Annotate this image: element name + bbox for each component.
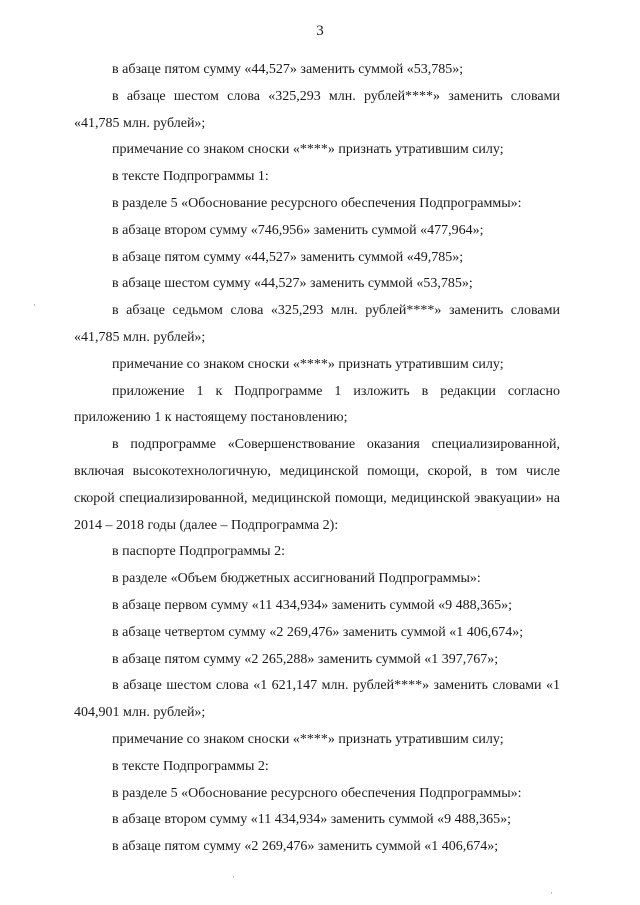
paragraph: в абзаце пятом сумму «44,527» заменить суммой «53,785»; bbox=[112, 62, 464, 77]
paragraph: в тексте Подпрограммы 1: bbox=[112, 169, 269, 185]
paragraph: приложение 1 к Подпрограмме 1 изложить в редакции согласно приложению 1 к настоящему постановлению; bbox=[74, 383, 560, 426]
scan-dot: · bbox=[550, 888, 553, 898]
paragraph: в разделе 5 «Обоснование ресурсного обеспечения Подпрограммы»: bbox=[112, 785, 522, 801]
paragraph: в абзаце шестом сумму «44,527» заменить суммой «53,785»; bbox=[112, 276, 473, 292]
paragraph: в разделе 5 «Обоснование ресурсного обеспечения Подпрограммы»: bbox=[112, 195, 522, 211]
paragraph: в абзаце втором сумму «11 434,934» заменить суммой «9 488,365»; bbox=[112, 812, 511, 828]
paragraph: в абзаце втором сумму «746,956» заменить суммой «477,964»; bbox=[112, 222, 484, 238]
paragraph: в абзаце шестом слова «325,293 млн. рублей****» заменить словами «41,785 млн. рублей»; bbox=[74, 88, 560, 131]
paragraph: в абзаце шестом слова «1 621,147 млн. рублей****» заменить словами «1 404,901 млн. рублей»; bbox=[74, 678, 560, 721]
paragraph: в абзаце четвертом сумму «2 269,476» заменить суммой «1 406,674»; bbox=[112, 624, 524, 640]
paragraph: в абзаце пятом сумму «2 269,476» заменить суммой «1 406,674»; bbox=[112, 839, 499, 855]
paragraph: в абзаце пятом сумму «44,527» заменить суммой «49,785»; bbox=[112, 249, 464, 265]
paragraph: в разделе «Объем бюджетных ассигнований Подпрограммы»: bbox=[112, 571, 481, 587]
scan-dot: · bbox=[232, 872, 235, 882]
paragraph: примечание со знаком сноски «****» признать утратившим силу; bbox=[112, 731, 504, 747]
paragraph: в абзаце седьмом слова «325,293 млн. рублей****» заменить словами «41,785 млн. рублей»; bbox=[74, 303, 560, 345]
paragraph: примечание со знаком сноски «****» признать утратившим силу; bbox=[112, 142, 504, 158]
paragraph: в абзаце пятом сумму «2 265,288» заменить суммой «1 397,767»; bbox=[112, 651, 499, 667]
scan-dot: · bbox=[33, 300, 36, 310]
paragraph: примечание со знаком сноски «****» признать утратившим силу; bbox=[112, 356, 504, 372]
paragraph: в паспорте Подпрограммы 2: bbox=[112, 544, 285, 560]
paragraph: в абзаце первом сумму «11 434,934» заменить суммой «9 488,365»; bbox=[112, 597, 513, 613]
paragraph: в тексте Подпрограммы 2: bbox=[112, 758, 269, 774]
page-number: 3 bbox=[316, 23, 324, 39]
paragraph: в подпрограмме «Совершенствование оказания специализированной, включая высокотехнологичную, медицинской помощи, скорой, в том числе скорой специализированной, медицинской помощи, медицинской эвакуации» на 2014 – 2018 годы (далее – Подпрограмма 2): bbox=[74, 437, 560, 533]
document-body bbox=[74, 57, 560, 861]
